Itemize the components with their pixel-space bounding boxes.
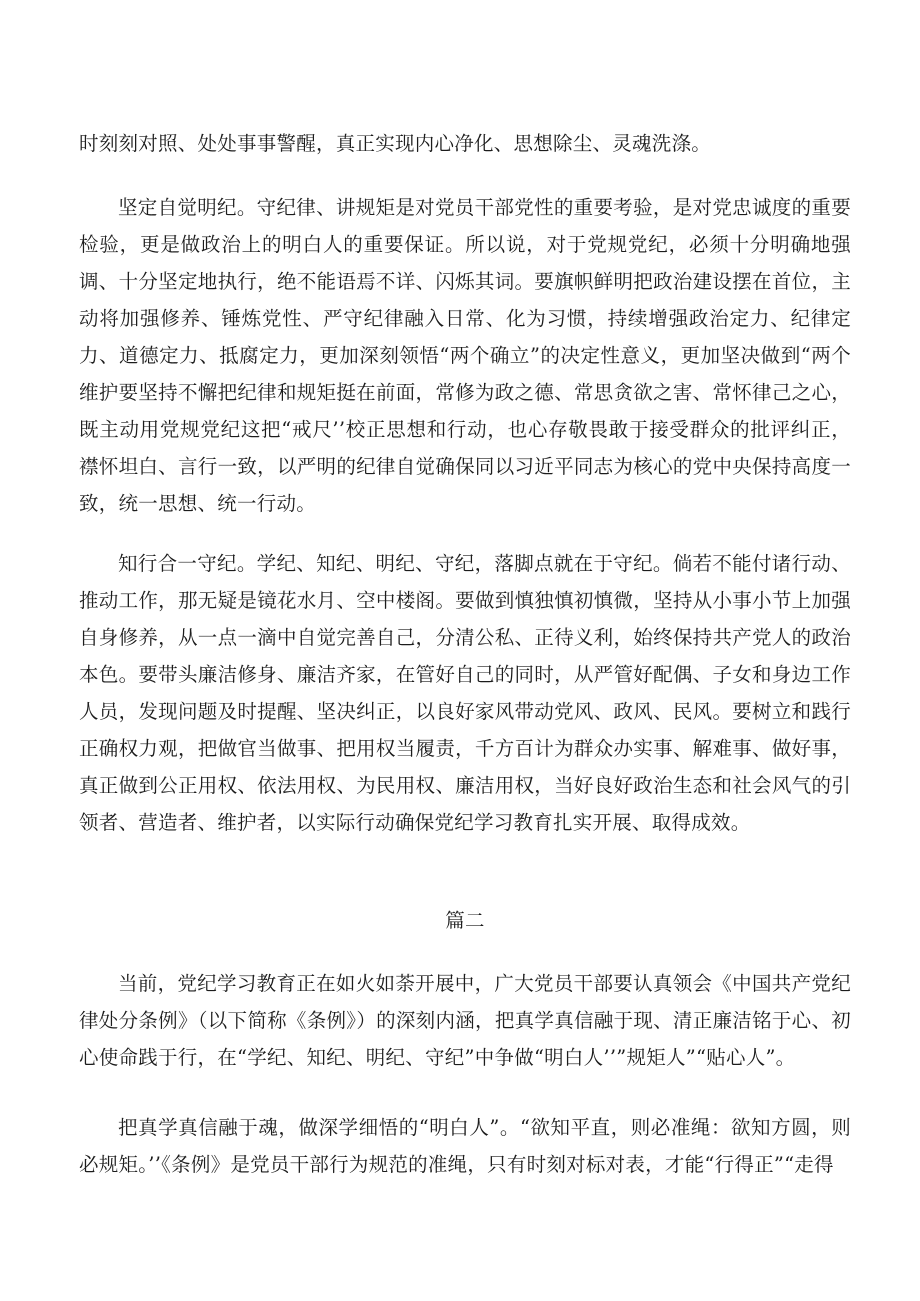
paragraph-ba-zhenxue-zhenxin: 把真学真信融于魂，做深学细悟的“明白人”。“欲知平直，则必准绳：欲知方圆，则必规矩。’’《条例》是党员干部行为规范的准绳，只有时刻对标对表，才能“行得正”“走得 bbox=[79, 1116, 851, 1176]
paragraph-block bbox=[79, 965, 851, 1076]
paragraph-block bbox=[79, 1109, 851, 1183]
paragraph-continuation: 时刻刻对照、处处事事警醒，真正实现内心净化、思想除尘、灵魂洗涤。 bbox=[79, 132, 712, 155]
paragraph-jianding-zijue-mingji: 坚定自觉明纪。守纪律、讲规矩是对党员干部党性的重要考验，是对党忠诚度的重要检验，更是做政治上的明白人的重要保证。所以说，对于党规党纪，必须十分明确地强调、十分坚定地执行，绝不能语焉不详、闪烁其词。要旗帜鲜明把政治建设摆在首位，主动将加强修养、锤炼党性、严守纪律融入日常、化为习惯，持续增强政治定力、纪律定力、道德定力、抵腐定力，更加深刻领悟“两个确立”的决定性意义，更加坚决做到“两个维护要坚持不懈把纪律和规矩挺在前面，常修为政之德、常思贪欲之害、常怀律己之心，既主动用党规党纪这把“戒尺’’校正思想和行动，也心存敬畏敢于接受群众的批评纠正，襟怀坦白、言行一致，以严明的纪律自觉确保同以习近平同志为核心的党中央保持高度一致，统一思想、统一行动。 bbox=[79, 196, 851, 515]
document-body bbox=[79, 125, 851, 162]
section-heading: 篇二 bbox=[445, 909, 485, 932]
paragraph-block bbox=[79, 545, 851, 841]
paragraph-block bbox=[79, 189, 851, 522]
paragraph-dangqian: 当前，党纪学习教育正在如火如荼开展中，广大党员干部要认真领会《中国共产党纪律处分条例》（以下简称《条例》）的深刻内涵，把真学真信融于现、清正廉洁铭于心、初心使命践于行，在“学纪、知纪、明纪、守纪”中争做“明白人’’”规矩人”“贴心人”。 bbox=[79, 972, 851, 1069]
paragraph-zhixing-heyi-shouji: 知行合一守纪。学纪、知纪、明纪、守纪，落脚点就在于守纪。倘若不能付诸行动、推动工作，那无疑是镜花水月、空中楼阁。要做到慎独慎初慎微，坚持从小事小节上加强自身修养，从一点一滴中自觉完善自己，分清公私、正待义利，始终保持共产党人的政治本色。要带头廉洁修身、廉洁齐家，在管好自己的同时，从严管好配偶、子女和身边工作人员，发现问题及时提醒、坚决纠正，以良好家风带动党风、政风、民风。要树立和践行正确权力观，把做官当做事、把用权当履责，千方百计为群众办实事、解难事、做好事，真正做到公正用权、依法用权、为民用权、廉洁用权，当好良好政治生态和社会风气的引领者、营造者、维护者，以实际行动确保党纪学习教育扎实开展、取得成效。 bbox=[79, 552, 851, 834]
section-heading-block bbox=[79, 902, 851, 939]
